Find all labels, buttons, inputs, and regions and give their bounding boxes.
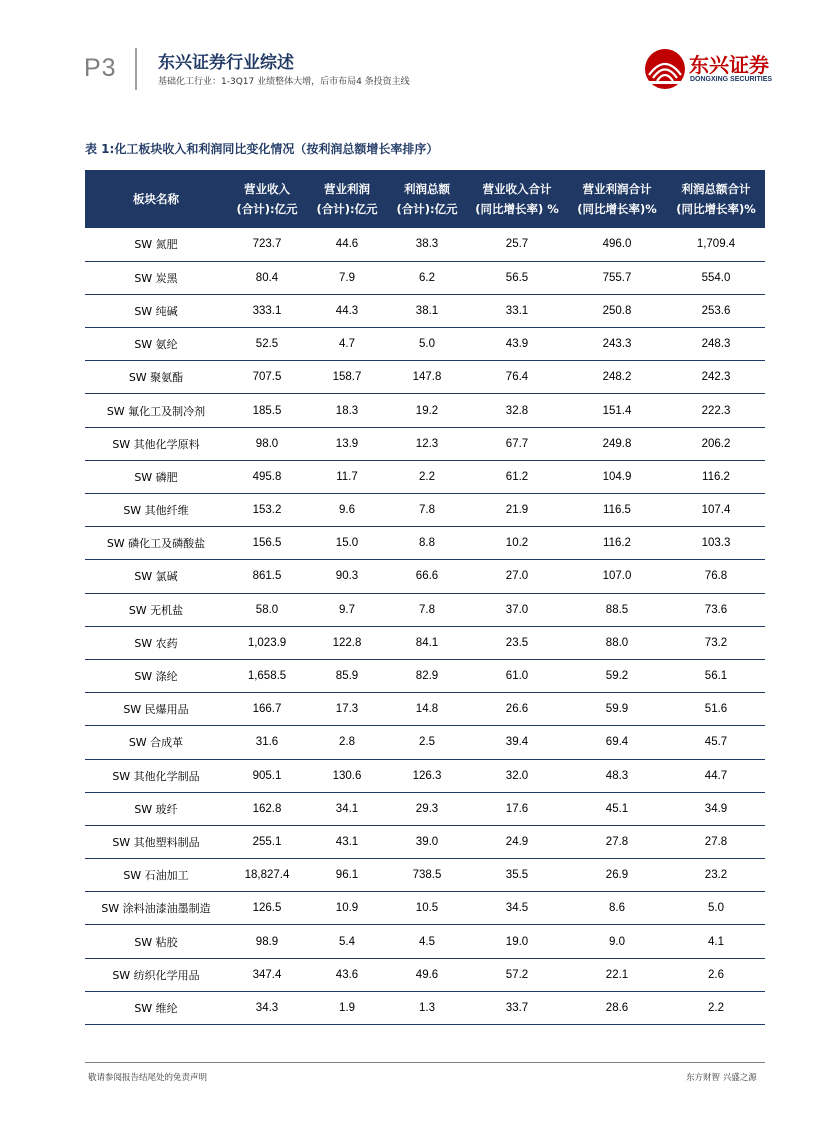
value-cell: 35.5	[467, 859, 567, 892]
value-cell: 4.1	[667, 925, 765, 958]
sector-name-cell: SW 其他纤维	[85, 494, 227, 527]
value-cell: 8.6	[567, 892, 667, 925]
value-cell: 347.4	[227, 958, 307, 991]
value-cell: 34.5	[467, 892, 567, 925]
value-cell: 82.9	[387, 659, 467, 692]
value-cell: 107.0	[567, 560, 667, 593]
company-slogan: 东方财智 兴盛之源	[686, 1073, 757, 1083]
value-cell: 554.0	[667, 261, 765, 294]
table-row	[85, 494, 765, 527]
value-cell: 5.0	[667, 892, 765, 925]
value-cell: 1,658.5	[227, 659, 307, 692]
table-row	[85, 693, 765, 726]
value-cell: 1.9	[307, 991, 387, 1024]
value-cell: 156.5	[227, 527, 307, 560]
column-header-line: (合计):亿元	[396, 202, 458, 216]
sector-name-cell: SW 氯碱	[85, 560, 227, 593]
value-cell: 126.3	[387, 759, 467, 792]
value-cell: 242.3	[667, 361, 765, 394]
value-cell: 58.0	[227, 593, 307, 626]
value-cell: 85.9	[307, 659, 387, 692]
table-row	[85, 394, 765, 427]
value-cell: 147.8	[387, 361, 467, 394]
value-cell: 9.6	[307, 494, 387, 527]
table-row	[85, 328, 765, 361]
value-cell: 39.0	[387, 825, 467, 858]
table-row	[85, 759, 765, 792]
logo-emblem-icon	[643, 47, 687, 91]
value-cell: 96.1	[307, 859, 387, 892]
value-cell: 103.3	[667, 527, 765, 560]
value-cell: 37.0	[467, 593, 567, 626]
value-cell: 1,023.9	[227, 626, 307, 659]
value-cell: 905.1	[227, 759, 307, 792]
value-cell: 24.9	[467, 825, 567, 858]
value-cell: 23.5	[467, 626, 567, 659]
sector-name-cell: SW 其他化学制品	[85, 759, 227, 792]
sector-name-cell: SW 涂料油漆油墨制造	[85, 892, 227, 925]
value-cell: 44.6	[307, 228, 387, 261]
value-cell: 43.1	[307, 825, 387, 858]
column-header-line: 利润总额	[404, 182, 450, 196]
value-cell: 25.7	[467, 228, 567, 261]
value-cell: 18,827.4	[227, 859, 307, 892]
value-cell: 116.2	[667, 460, 765, 493]
value-cell: 80.4	[227, 261, 307, 294]
value-cell: 22.1	[567, 958, 667, 991]
value-cell: 222.3	[667, 394, 765, 427]
value-cell: 88.5	[567, 593, 667, 626]
table-row	[85, 892, 765, 925]
value-cell: 44.3	[307, 294, 387, 327]
value-cell: 10.5	[387, 892, 467, 925]
value-cell: 43.6	[307, 958, 387, 991]
header-divider	[135, 48, 137, 90]
value-cell: 253.6	[667, 294, 765, 327]
value-cell: 14.8	[387, 693, 467, 726]
value-cell: 32.0	[467, 759, 567, 792]
table-row	[85, 427, 765, 460]
value-cell: 11.7	[307, 460, 387, 493]
value-cell: 2.5	[387, 726, 467, 759]
value-cell: 56.5	[467, 261, 567, 294]
column-header-line: (同比增长率)%	[577, 202, 657, 216]
page-number: P3	[84, 54, 117, 82]
table-row	[85, 726, 765, 759]
value-cell: 7.9	[307, 261, 387, 294]
value-cell: 61.0	[467, 659, 567, 692]
value-cell: 34.1	[307, 792, 387, 825]
value-cell: 73.2	[667, 626, 765, 659]
value-cell: 4.5	[387, 925, 467, 958]
column-header-line: (同比增长率)%	[676, 202, 756, 216]
table-row	[85, 958, 765, 991]
value-cell: 9.7	[307, 593, 387, 626]
sector-name-cell: SW 其他塑料制品	[85, 825, 227, 858]
value-cell: 495.8	[227, 460, 307, 493]
value-cell: 90.3	[307, 560, 387, 593]
value-cell: 27.0	[467, 560, 567, 593]
sector-name-cell: SW 纺织化学用品	[85, 958, 227, 991]
column-header-line: 营业收入	[244, 182, 290, 196]
value-cell: 57.2	[467, 958, 567, 991]
value-cell: 2.2	[387, 460, 467, 493]
value-cell: 151.4	[567, 394, 667, 427]
value-cell: 249.8	[567, 427, 667, 460]
value-cell: 59.2	[567, 659, 667, 692]
value-cell: 34.3	[227, 991, 307, 1024]
value-cell: 861.5	[227, 560, 307, 593]
value-cell: 56.1	[667, 659, 765, 692]
sector-name-cell: SW 玻纤	[85, 792, 227, 825]
table-row	[85, 261, 765, 294]
value-cell: 723.7	[227, 228, 307, 261]
column-header	[227, 170, 307, 228]
column-header-line: 营业利润	[324, 182, 370, 196]
sector-name-cell: SW 氮肥	[85, 228, 227, 261]
value-cell: 250.8	[567, 294, 667, 327]
column-header-line: 利润总额合计	[681, 182, 751, 196]
value-cell: 738.5	[387, 859, 467, 892]
value-cell: 333.1	[227, 294, 307, 327]
value-cell: 33.1	[467, 294, 567, 327]
value-cell: 33.7	[467, 991, 567, 1024]
value-cell: 48.3	[567, 759, 667, 792]
value-cell: 7.8	[387, 494, 467, 527]
column-header	[387, 170, 467, 228]
report-series-title: 东兴证券行业综述	[158, 53, 294, 73]
sector-name-cell: SW 聚氨酯	[85, 361, 227, 394]
value-cell: 10.2	[467, 527, 567, 560]
value-cell: 5.4	[307, 925, 387, 958]
value-cell: 29.3	[387, 792, 467, 825]
value-cell: 44.7	[667, 759, 765, 792]
sector-growth-table	[85, 170, 765, 1025]
column-header-line: 营业利润合计	[582, 182, 652, 196]
value-cell: 10.9	[307, 892, 387, 925]
table-row	[85, 991, 765, 1024]
value-cell: 59.9	[567, 693, 667, 726]
value-cell: 248.3	[667, 328, 765, 361]
column-header	[467, 170, 567, 228]
table-row	[85, 228, 765, 261]
table-row	[85, 859, 765, 892]
sector-name-cell: SW 维纶	[85, 991, 227, 1024]
value-cell: 162.8	[227, 792, 307, 825]
value-cell: 38.3	[387, 228, 467, 261]
value-cell: 158.7	[307, 361, 387, 394]
value-cell: 26.6	[467, 693, 567, 726]
value-cell: 61.2	[467, 460, 567, 493]
sector-name-cell: SW 炭黑	[85, 261, 227, 294]
value-cell: 2.8	[307, 726, 387, 759]
value-cell: 248.2	[567, 361, 667, 394]
value-cell: 755.7	[567, 261, 667, 294]
sector-name-cell: SW 合成革	[85, 726, 227, 759]
value-cell: 19.0	[467, 925, 567, 958]
table-row	[85, 593, 765, 626]
table-row	[85, 792, 765, 825]
value-cell: 12.3	[387, 427, 467, 460]
table-row	[85, 361, 765, 394]
value-cell: 31.6	[227, 726, 307, 759]
value-cell: 17.3	[307, 693, 387, 726]
table-row	[85, 925, 765, 958]
column-header-line: (同比增长率) %	[475, 202, 559, 216]
value-cell: 38.1	[387, 294, 467, 327]
table-row	[85, 659, 765, 692]
value-cell: 52.5	[227, 328, 307, 361]
value-cell: 98.0	[227, 427, 307, 460]
column-header-line: (合计):亿元	[236, 202, 298, 216]
value-cell: 84.1	[387, 626, 467, 659]
logo-subtext: DONGXING SECURITIES	[690, 76, 773, 83]
table-row	[85, 626, 765, 659]
table-row	[85, 460, 765, 493]
value-cell: 130.6	[307, 759, 387, 792]
column-header-line: (合计):亿元	[316, 202, 378, 216]
sector-name-cell: SW 民爆用品	[85, 693, 227, 726]
value-cell: 69.4	[567, 726, 667, 759]
value-cell: 39.4	[467, 726, 567, 759]
column-header-line: 营业收入合计	[482, 182, 552, 196]
sector-name-cell: SW 磷肥	[85, 460, 227, 493]
value-cell: 98.9	[227, 925, 307, 958]
value-cell: 27.8	[667, 825, 765, 858]
sector-name-cell: SW 纯碱	[85, 294, 227, 327]
value-cell: 88.0	[567, 626, 667, 659]
sector-name-cell: SW 粘胶	[85, 925, 227, 958]
table-row	[85, 825, 765, 858]
value-cell: 18.3	[307, 394, 387, 427]
value-cell: 2.2	[667, 991, 765, 1024]
value-cell: 28.6	[567, 991, 667, 1024]
value-cell: 116.2	[567, 527, 667, 560]
value-cell: 9.0	[567, 925, 667, 958]
table-row	[85, 527, 765, 560]
value-cell: 1.3	[387, 991, 467, 1024]
table-caption: 表 1:化工板块收入和利润同比变化情况（按利润总额增长率排序）	[85, 142, 439, 156]
value-cell: 8.8	[387, 527, 467, 560]
sector-name-cell: SW 氟化工及制冷剂	[85, 394, 227, 427]
value-cell: 19.2	[387, 394, 467, 427]
value-cell: 43.9	[467, 328, 567, 361]
sector-name-cell: SW 农药	[85, 626, 227, 659]
value-cell: 126.5	[227, 892, 307, 925]
value-cell: 32.8	[467, 394, 567, 427]
value-cell: 45.1	[567, 792, 667, 825]
value-cell: 496.0	[567, 228, 667, 261]
value-cell: 13.9	[307, 427, 387, 460]
value-cell: 6.2	[387, 261, 467, 294]
footer-divider	[85, 1062, 765, 1063]
sector-name-cell: SW 涤纶	[85, 659, 227, 692]
table-header-row	[85, 170, 765, 228]
value-cell: 166.7	[227, 693, 307, 726]
sector-name-cell: SW 其他化学原料	[85, 427, 227, 460]
column-header	[307, 170, 387, 228]
value-cell: 34.9	[667, 792, 765, 825]
value-cell: 122.8	[307, 626, 387, 659]
value-cell: 23.2	[667, 859, 765, 892]
value-cell: 1,709.4	[667, 228, 765, 261]
value-cell: 51.6	[667, 693, 765, 726]
value-cell: 107.4	[667, 494, 765, 527]
value-cell: 116.5	[567, 494, 667, 527]
value-cell: 185.5	[227, 394, 307, 427]
value-cell: 7.8	[387, 593, 467, 626]
sector-name-cell: SW 无机盐	[85, 593, 227, 626]
table-body	[85, 228, 765, 1025]
value-cell: 49.6	[387, 958, 467, 991]
value-cell: 76.4	[467, 361, 567, 394]
column-header	[667, 170, 765, 228]
sector-name-cell: SW 氨纶	[85, 328, 227, 361]
value-cell: 206.2	[667, 427, 765, 460]
value-cell: 66.6	[387, 560, 467, 593]
value-cell: 26.9	[567, 859, 667, 892]
column-header	[85, 170, 227, 228]
value-cell: 45.7	[667, 726, 765, 759]
value-cell: 17.6	[467, 792, 567, 825]
sector-name-cell: SW 磷化工及磷酸盐	[85, 527, 227, 560]
value-cell: 5.0	[387, 328, 467, 361]
sector-name-cell: SW 石油加工	[85, 859, 227, 892]
value-cell: 104.9	[567, 460, 667, 493]
value-cell: 73.6	[667, 593, 765, 626]
value-cell: 27.8	[567, 825, 667, 858]
value-cell: 67.7	[467, 427, 567, 460]
value-cell: 4.7	[307, 328, 387, 361]
report-subtitle: 基础化工行业：1-3Q17 业绩整体大增，后市布局4 条投资主线	[158, 77, 410, 87]
disclaimer-note: 敬请参阅报告结尾处的免责声明	[88, 1073, 208, 1083]
table-row	[85, 560, 765, 593]
value-cell: 707.5	[227, 361, 307, 394]
value-cell: 76.8	[667, 560, 765, 593]
table-row	[85, 294, 765, 327]
value-cell: 243.3	[567, 328, 667, 361]
logo-text: 东兴证券	[689, 53, 769, 77]
value-cell: 15.0	[307, 527, 387, 560]
value-cell: 2.6	[667, 958, 765, 991]
value-cell: 255.1	[227, 825, 307, 858]
dongxing-logo	[643, 47, 778, 91]
column-header	[567, 170, 667, 228]
column-header-line: 板块名称	[133, 192, 179, 206]
value-cell: 21.9	[467, 494, 567, 527]
value-cell: 153.2	[227, 494, 307, 527]
